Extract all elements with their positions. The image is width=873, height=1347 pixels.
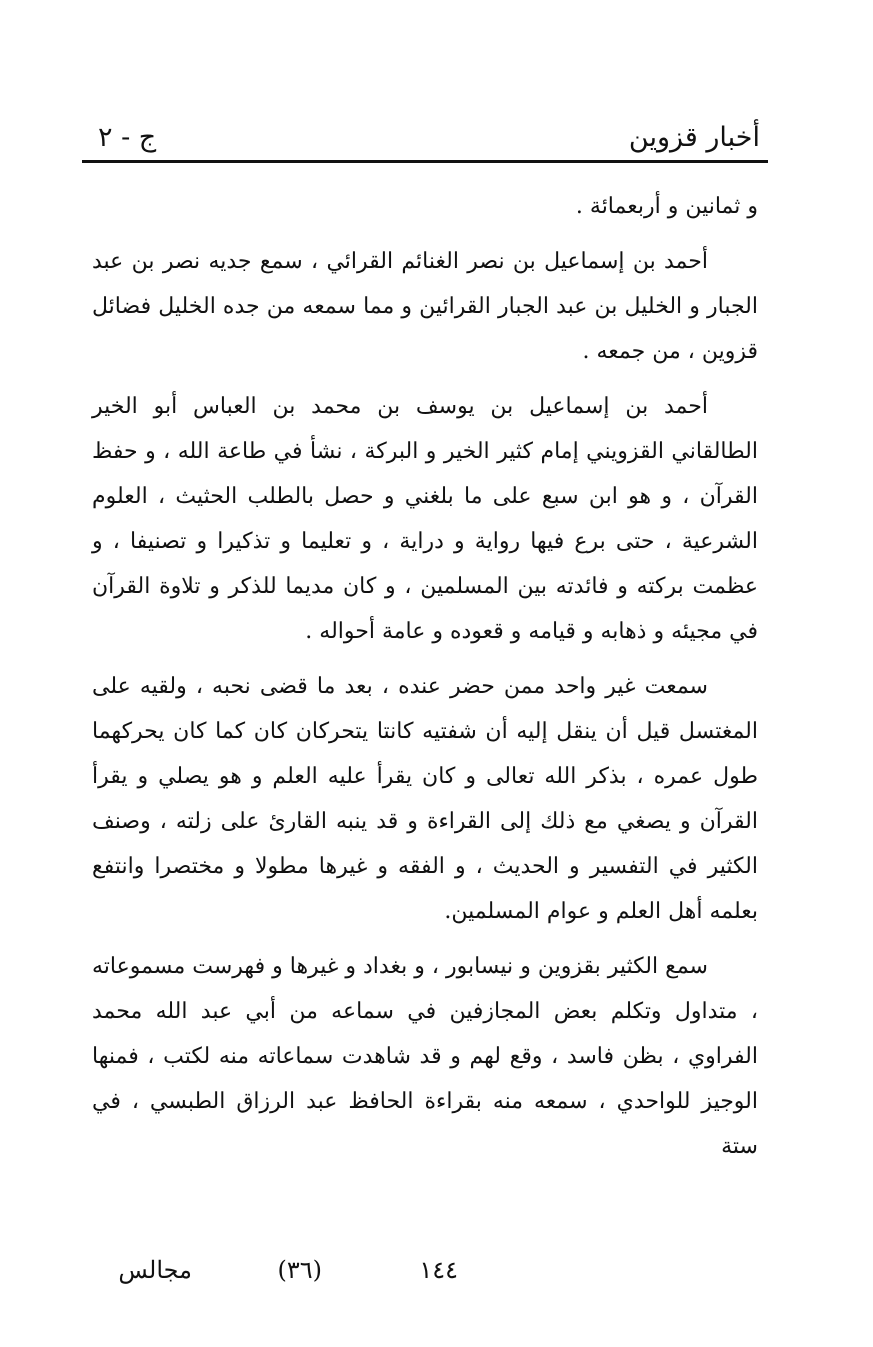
catchword: مجالس [118,1256,192,1284]
running-title: أخبار قزوين [628,122,760,153]
paragraph-entry: أحمد بن إسماعيل بن نصر الغنائم القرائي ، سمع جديه نصر بن عبد الجبار و الخليل بن عبد الجبار القرائين و مما سمعه من جده الخليل فضائل قزوين ، من جمعه . [92,249,758,364]
page-number: ١٤٤ [419,1256,458,1284]
signature-mark: (٣٦) [277,1256,322,1284]
page-header [92,118,768,162]
paragraph-entry: سمع الكثير بقزوين و نيسابور ، و بغداد و غيرها و فهرست مسموعاته ، متداول وتكلم بعض المجازفين في سماعه من أبي عبد الله محمد الفراوي ، بظن فاسد ، وقع لهم و قد شاهدت سماعاته منه لكتب ، فمنها الوجيز للواحدي ، سمعه منه بقراءة الحافظ عبد الرزاق الطبسي ، في ستة [92,954,758,1159]
page-footer [92,1256,758,1296]
page-body [92,184,758,1179]
paragraph-entry: سمعت غير واحد ممن حضر عنده ، بعد ما قضى نحبه ، ولقيه على المغتسل قيل أن ينقل إليه أن شفتيه كانتا يتحركان كان كما كان يحركهما طول عمره ، بذكر الله تعالى و كان يقرأ عليه العلم و هو يصلي و يقرأ القرآن و يصغي مع ذلك إلى القراءة و قد ينبه القارئ على زلته ، وصنف الكثير في التفسير و الحديث ، و الفقه و غيرها مطولا و مختصرا وانتفع بعلمه أهل العلم و عوام المسلمين. [92,674,758,924]
paragraph-continuation: و ثمانين و أربعمائة . [575,194,758,219]
part-label: ج - ٢ [98,122,157,153]
paragraph-entry: أحمد بن إسماعيل بن يوسف بن محمد بن العباس أبو الخير الطالقاني القزويني إمام كثير الخير و البركة ، نشأ في طاعة الله ، و حفظ القرآن ، و هو ابن سبع على ما بلغني و حصل بالطلب الحثيث ، العلوم الشرعية ، حتى برع فيها رواية و دراية ، و تعليما و تذكيرا و تصنيفا ، و عظمت بركته و فائدته بين المسلمين ، و كان مديما للذكر و تلاوة القرآن في مجيئه و ذهابه و قيامه و قعوده و عامة أحواله . [92,394,758,644]
header-rule [82,160,768,163]
